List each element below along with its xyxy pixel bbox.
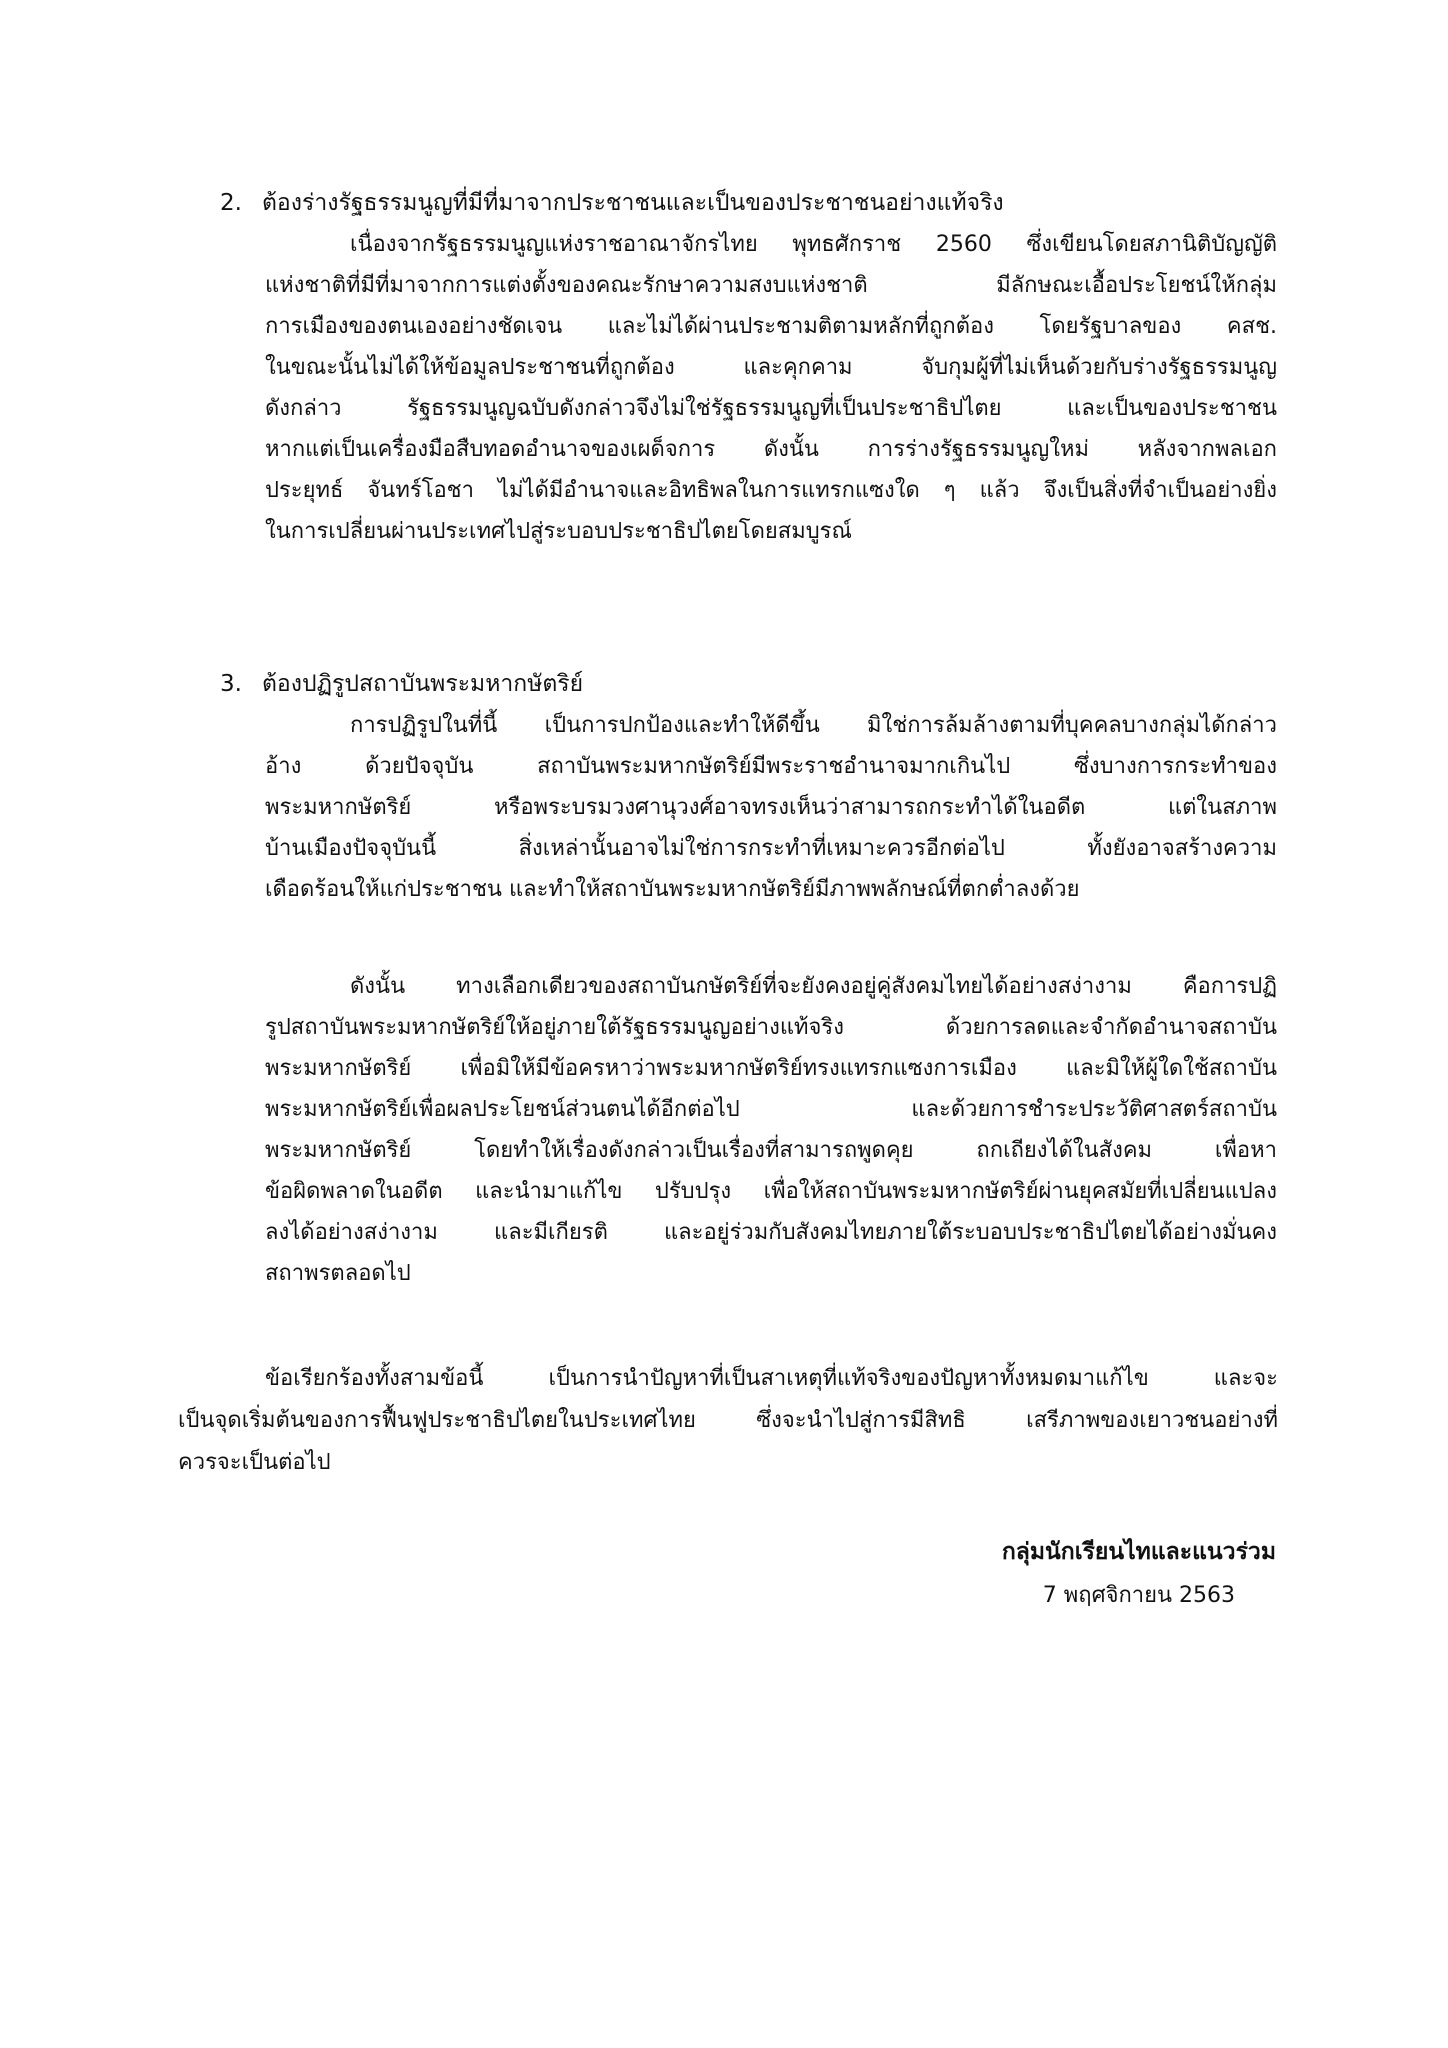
closing-line: ควรจะเป็นต่อไป: [178, 1450, 331, 1475]
section-3-line: อ้าง ด้วยปัจจุบัน สถาบันพระมหากษัตริย์มีพระราชอำนาจมากเกินไป ซึ่งบางการกระทำของ: [265, 754, 1277, 779]
section-3-paragraph-1: [265, 705, 1277, 910]
closing-line: เป็นจุดเริ่มต้นของการฟื้นฟูประชาธิปไตยในประเทศไทย ซึ่งจะนำไปสู่การมีสิทธิ เสรีภาพของเยาวชนอย่างที่: [178, 1408, 1278, 1433]
signature-date: 7 พฤศจิกายน 2563: [1042, 1583, 1236, 1608]
section-3-line: ดังนั้น ทางเลือกเดียวของสถาบันกษัตริย์ที่จะยังคงอยู่คู่สังคมไทยได้อย่างสง่างาม คือการปฏิ: [350, 974, 1277, 999]
section-2-line: แห่งชาติที่มีที่มาจากการแต่งตั้งของคณะรักษาความสงบแห่งชาติ มีลักษณะเอื้อประโยชน์ให้กลุ่ม: [265, 273, 1277, 298]
section-3-line: เดือดร้อนให้แก่ประชาชน และทำให้สถาบันพระมหากษัตริย์มีภาพพลักษณ์ที่ตกต่ำลงด้วย: [265, 877, 1080, 902]
section-2-line: ดังกล่าว รัฐธรรมนูญฉบับดังกล่าวจึงไม่ใช่รัฐธรรมนูญที่เป็นประชาธิปไตย และเป็นของประชาชน: [265, 396, 1277, 421]
section-3-paragraph-2: [265, 966, 1277, 1294]
section-2-line: เนื่องจากรัฐธรรมนูญแห่งราชอาณาจักรไทย พุทธศักราช 2560 ซึ่งเขียนโดยสภานิติบัญญัติ: [350, 232, 1277, 257]
section-3-line: ข้อผิดพลาดในอดีต และนำมาแก้ไข ปรับปรุง เพื่อให้สถาบันพระมหากษัตริย์ผ่านยุคสมัยที่เปลี่ยนแปลง: [265, 1179, 1277, 1204]
section-3-line: สถาพรตลอดไป: [265, 1261, 411, 1286]
section-3-line: การปฏิรูปในที่นี้ เป็นการปกป้องและทำให้ดีขึ้น มิใช่การล้มล้างตามที่บุคคลบางกลุ่มได้กล่าว: [350, 713, 1277, 738]
section-3-heading: [220, 665, 583, 703]
section-3-line: พระมหากษัตริย์ เพื่อมิให้มีข้อครหาว่าพระมหากษัตริย์ทรงแทรกแซงการเมือง และมิให้ผู้ใดใช้สถาบัน: [265, 1056, 1277, 1081]
section-3-line: รูปสถาบันพระมหากษัตริย์ให้อยู่ภายใต้รัฐธรรมนูญอย่างแท้จริง ด้วยการลดและจำกัดอำนาจสถาบัน: [265, 1015, 1277, 1040]
section-3-title: ต้องปฏิรูปสถาบันพระมหากษัตริย์: [262, 671, 584, 697]
section-2-line: ในการเปลี่ยนผ่านประเทศไปสู่ระบอบประชาธิปไตยโดยสมบูรณ์: [265, 519, 852, 544]
signature-organization: กลุ่มนักเรียนไทและแนวร่วม: [1001, 1539, 1276, 1565]
section-3-line: พระมหากษัตริย์ หรือพระบรมวงศานุวงศ์อาจทรงเห็นว่าสามารถกระทำได้ในอดีต แต่ในสภาพ: [265, 795, 1277, 820]
section-3-line: พระมหากษัตริย์เพื่อผลประโยชน์ส่วนตนได้อีกต่อไป และด้วยการชำระประวัติศาสตร์สถาบัน: [265, 1097, 1277, 1122]
section-2-number: 2.: [220, 190, 242, 216]
section-2-line: การเมืองของตนเองอย่างชัดเจน และไม่ได้ผ่านประชามติตามหลักที่ถูกต้อง โดยรัฐบาลของ คสช.: [265, 314, 1277, 339]
section-2-heading: [220, 184, 1004, 222]
section-3-line: ลงได้อย่างสง่างาม และมีเกียรติ และอยู่ร่วมกับสังคมไทยภายใต้ระบอบประชาธิปไตยได้อย่างมั่นคง: [265, 1220, 1277, 1245]
section-2-line: ในขณะนั้นไม่ได้ให้ข้อมูลประชาชนที่ถูกต้อง และคุกคาม จับกุมผู้ที่ไม่เห็นด้วยกับร่างรัฐธรรมนูญ: [265, 355, 1277, 380]
section-3-line: บ้านเมืองปัจจุบันนี้ สิ่งเหล่านั้นอาจไม่ใช่การกระทำที่เหมาะควรอีกต่อไป ทั้งยังอาจสร้างความ: [265, 836, 1277, 861]
closing-paragraph: [178, 1358, 1278, 1484]
section-3-line: พระมหากษัตริย์ โดยทำให้เรื่องดังกล่าวเป็นเรื่องที่สามารถพูดคุย ถกเถียงได้ในสังคม เพื่อหา: [265, 1138, 1277, 1163]
signature-block: [1002, 1532, 1276, 1616]
section-2-line: หากแต่เป็นเครื่องมือสืบทอดอำนาจของเผด็จการ ดังนั้น การร่างรัฐธรรมนูญใหม่ หลังจากพลเอก: [265, 437, 1277, 462]
section-2-title: ต้องร่างรัฐธรรมนูญที่มีที่มาจากประชาชนและเป็นของประชาชนอย่างแท้จริง: [262, 190, 1004, 216]
section-3-number: 3.: [220, 671, 242, 697]
section-2-body: [265, 224, 1277, 552]
closing-line: ข้อเรียกร้องทั้งสามข้อนี้ เป็นการนำปัญหาที่เป็นสาเหตุที่แท้จริงของปัญหาทั้งหมดมาแก้ไข และจะ: [265, 1366, 1278, 1391]
section-2-line: ประยุทธ์ จันทร์โอชา ไม่ได้มีอำนาจและอิทธิพลในการแทรกแซงใด ๆ แล้ว จึงเป็นสิ่งที่จำเป็นอย่างยิ่ง: [265, 478, 1277, 503]
